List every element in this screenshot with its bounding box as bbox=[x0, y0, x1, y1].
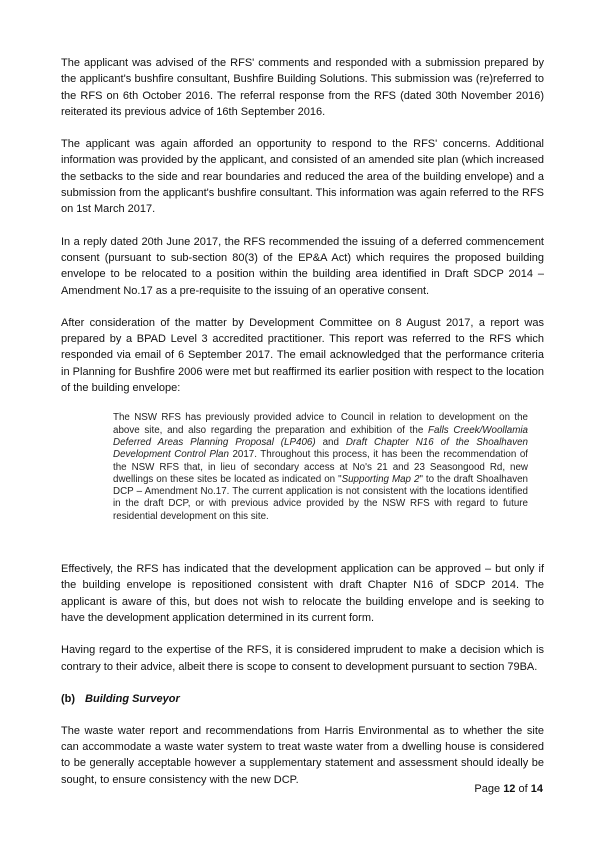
paragraph-bpad-report: After consideration of the matter by Development Committee on 8 August 2017, a report was prepared by a BPAD Level 3 accredited practitioner. This report was referred to the RFS which responded via email of 6 September 2017. The email acknowledged that the performance criteria in Planning for Bushfire 2006 were met but reaffirmed its earlier position with respect to the location of the building envelope: bbox=[61, 316, 544, 395]
quote-text-2: and bbox=[315, 436, 346, 448]
quote-text-4: " to the draft Shoalhaven DCP – Amendment No.17. The current application is not consistent with the locations identified in the draft DCP, or with previous advice provided by the NSW RFS with regard to future residential development on this site. bbox=[113, 473, 528, 522]
section-letter: (b) bbox=[61, 692, 76, 705]
quote-text-1: The NSW RFS has previously provided advice to Council in relation to development on the above site, and also regarding the preparation and exhibition of the bbox=[113, 412, 528, 436]
paragraph-waste-water: The waste water report and recommendations from Harris Environmental as to whether the site can accommodate a waste water system to treat waste water from a dwelling house is considered to be generally acceptable however a supplementary statement and assessment should ideally be sought, to ensure consistency with the new DCP. bbox=[61, 724, 544, 786]
paragraph-applicant-response: The applicant was again afforded an opportunity to respond to the RFS' concerns. Additional information was provided by the applicant, and consisted of an amended site plan (which increased the setbacks to the side and rear boundaries and reduced the area of the building envelope) and a submission from the applicant's bushfire consultant. This information was again referred to the RFS on 1st March 2017. bbox=[61, 138, 544, 216]
paragraph-rfs-advice: The applicant was advised of the RFS' comments and responded with a submission prepared by the applicant's bushfire consultant, Bushfire Building Solutions. This submission was (re)referred to the RFS on 6th October 2016. The referral response from the RFS (dated 30th November 2016) reiterated its previous advice of 16th September 2016. bbox=[61, 57, 544, 118]
paragraph-deferred-consent: In a reply dated 20th June 2017, the RFS recommended the issuing of a deferred commencement consent (pursuant to sub-section 80(3) of the EP&A Act) which requires the proposed building envelope to be relocated to a position within the building area identified in Draft SDCP 2014 – Amendment No.17 as a pre-requisite to the issuing of an operative consent. bbox=[61, 235, 544, 297]
paragraph-effectively: Effectively, the RFS has indicated that the development application can be approved – but only if the building envelope is repositioned consistent with draft Chapter N16 of SDCP 2014. The applicant is aware of this, but does not wish to relocate the building envelope and is seeking to have the development application determined in its current form. bbox=[61, 563, 544, 624]
quote-text-3: 2017. Throughout this process, it has been the recommendation of the NSW RFS that, in lieu of secondary access at No's 21 and 23 Seasongood Rd, new dwellings on these sites be located as indicated on " bbox=[113, 449, 528, 485]
quote-italic-planning-proposal: Falls Creek/Woollamia Deferred Areas Planning Proposal (LP406) bbox=[113, 424, 528, 448]
section-heading-building-surveyor bbox=[61, 691, 544, 707]
rfs-email-quote bbox=[113, 412, 528, 523]
page-total: 14 bbox=[530, 783, 543, 795]
paragraph-expertise: Having regard to the expertise of the RFS, it is considered imprudent to make a decision which is contrary to their advice, albeit there is scope to consent to development pursuant to section 79BA. bbox=[61, 644, 544, 673]
page-current: 12 bbox=[503, 783, 516, 795]
page-label: Page bbox=[474, 783, 501, 795]
section-title: Building Surveyor bbox=[85, 692, 180, 705]
page-content bbox=[61, 55, 544, 804]
quote-italic-supporting-map: Supporting Map 2 bbox=[341, 473, 420, 485]
page-number-footer bbox=[474, 782, 543, 796]
quote-italic-draft-chapter: Draft Chapter N16 of the Shoalhaven Development Control Plan bbox=[113, 436, 528, 461]
page-of-label: of bbox=[518, 783, 528, 795]
